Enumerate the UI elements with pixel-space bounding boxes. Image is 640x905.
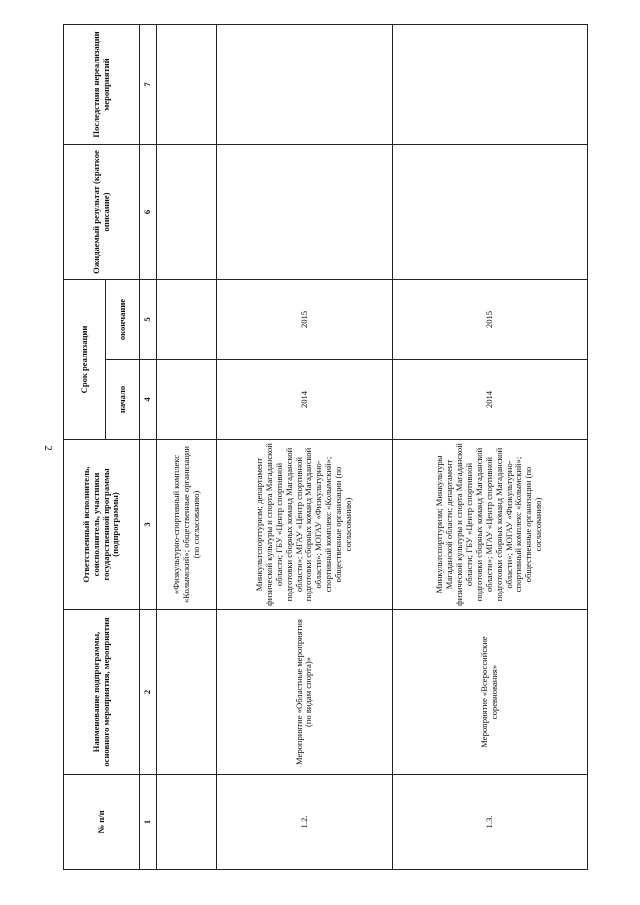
row-start: 2014 [217, 360, 392, 440]
header-executor: Ответственный исполнитель, соисполнитель, участники государственной программы (подпрограммы) [64, 440, 140, 610]
column-number: 7 [140, 24, 157, 144]
row-executor: Минкультспорттуризм; департамент физической культуры и спорта Магаданской области; ГБУ «Центр спортивной подготовки сборных команд Магаданской области»; МГАУ «Центр спортивной подготовки сборных команд Магаданской области»; МОГАУ «Физкультурно-спортивный комплекс «Колымский»; общественные организации (по согласованию) [217, 440, 392, 610]
row-name [157, 610, 217, 775]
row-result [217, 144, 392, 279]
row-start [157, 360, 217, 440]
row-name: Мероприятие «Всероссийские соревнования» [392, 610, 587, 775]
rotated-table-container [63, 25, 588, 870]
row-result [392, 144, 587, 279]
row-num: 1.3. [392, 775, 587, 870]
table-row [392, 24, 587, 869]
header-start: начало [106, 360, 140, 440]
program-measures-table [63, 24, 588, 870]
page-number: 2 [42, 445, 54, 451]
column-number: 2 [140, 610, 157, 775]
row-consequence [157, 24, 217, 144]
column-number: 1 [140, 775, 157, 870]
table-row [157, 24, 217, 869]
header-num: № п/п [64, 775, 140, 870]
column-number: 6 [140, 144, 157, 279]
row-num: 1.2. [217, 775, 392, 870]
column-number: 5 [140, 279, 157, 359]
row-executor: «Физкультурно-спортивный комплекс «Колымский»; общественные организации (по согласованию) [157, 440, 217, 610]
table-row [217, 24, 392, 869]
row-num [157, 775, 217, 870]
row-end: 2015 [392, 279, 587, 359]
row-executor: Минкультспорттуризм; Минкультуры Магаданской области; департамент физической культуры и спорта Магаданской области; ГБУ «Центр спортивной подготовки сборных команд Магаданской области»; МГАУ «Центр спортивной подготовки сборных команд Магаданской области»; МОГАУ «Физкультурно-спортивный комплекс «Колымский»; общественные организации (по согласованию) [392, 440, 587, 610]
header-name: Наименование подпрограммы, основного мероприятия, мероприятия [64, 610, 140, 775]
column-number: 3 [140, 440, 157, 610]
header-end: окончание [106, 279, 140, 359]
row-start: 2014 [392, 360, 587, 440]
header-row-1 [64, 24, 106, 869]
row-consequence [217, 24, 392, 144]
column-number-row [140, 24, 157, 869]
row-end [157, 279, 217, 359]
column-number: 4 [140, 360, 157, 440]
row-name: Мероприятие «Областные мероприятия (по видам спорта)» [217, 610, 392, 775]
header-result: Ожидаемый результат (краткое описание) [64, 144, 140, 279]
row-result [157, 144, 217, 279]
header-term: Срок реализации [64, 279, 106, 439]
row-consequence [392, 24, 587, 144]
row-end: 2015 [217, 279, 392, 359]
header-consequence: Последствия нереализации мероприятий [64, 24, 140, 144]
